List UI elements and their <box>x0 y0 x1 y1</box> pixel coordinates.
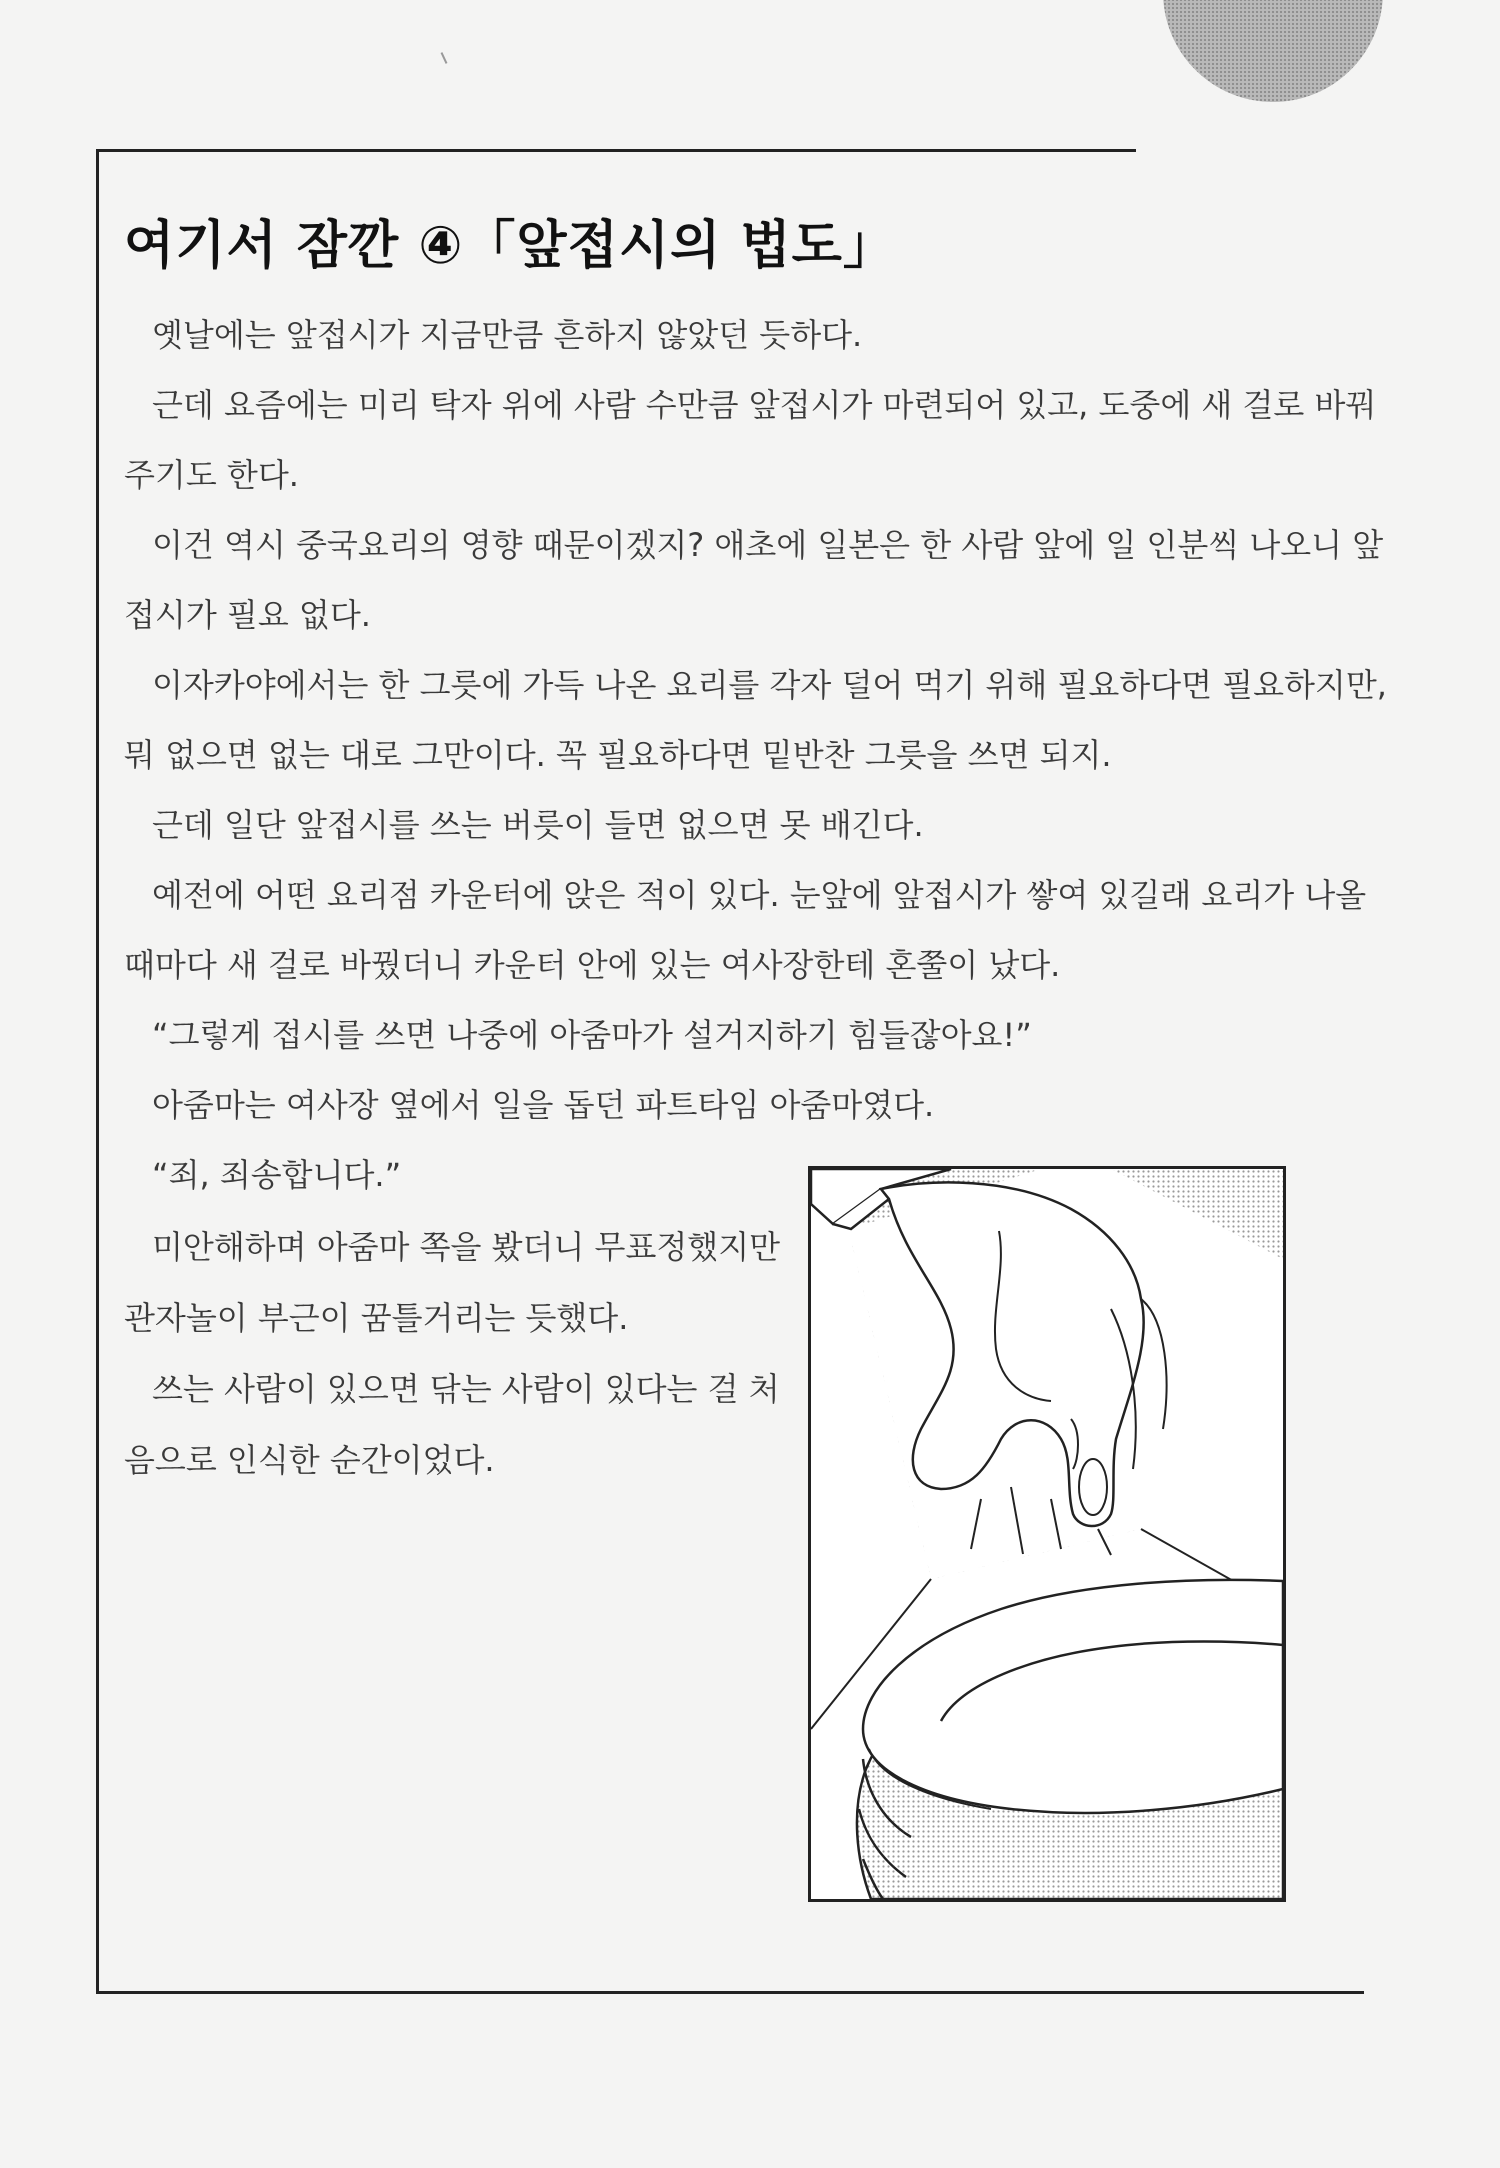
paragraph-line: 이자카야에서는 한 그릇에 가득 나온 요리를 각자 덜어 먹기 위해 필요하다면 필요하지만, <box>152 666 1387 704</box>
paragraph-line: 미안해하며 아줌마 쪽을 봤더니 무표정했지만 <box>152 1228 781 1266</box>
paragraph-line: 때마다 새 걸로 바꿨더니 카운터 안에 있는 여사장한테 혼쭐이 났다. <box>124 946 1061 984</box>
paragraph-line: 이건 역시 중국요리의 영향 때문이겠지? 애초에 일본은 한 사람 앞에 일 인분씩 나오니 앞 <box>152 526 1384 564</box>
paragraph-line: 관자놀이 부근이 꿈틀거리는 듯했다. <box>124 1299 629 1337</box>
paragraph-line: 근데 일단 앞접시를 쓰는 버릇이 들면 없으면 못 배긴다. <box>152 806 924 844</box>
paragraph-line: “죄, 죄송합니다.” <box>152 1156 402 1194</box>
frame-bottom-rule <box>96 1991 1364 1994</box>
paragraph-line: 접시가 필요 없다. <box>124 596 371 634</box>
illustration-hand-stacking-plates <box>808 1166 1286 1902</box>
paragraph-line: “그렇게 접시를 쓰면 나중에 아줌마가 설거지하기 힘들잖아요!” <box>152 1016 1032 1054</box>
paragraph-line: 아줌마는 여사장 옆에서 일을 돕던 파트타임 아줌마였다. <box>152 1086 935 1124</box>
paragraph-line: 예전에 어떤 요리점 카운터에 앉은 적이 있다. 눈앞에 앞접시가 쌓여 있길래 요리가 나올 <box>152 876 1367 914</box>
paragraph-line: 주기도 한다. <box>124 456 299 494</box>
paragraph-line: 옛날에는 앞접시가 지금만큼 흔하지 않았던 듯하다. <box>152 316 863 354</box>
frame-top-rule <box>96 149 1136 152</box>
scan-speck <box>441 52 448 64</box>
page-title: 여기서 잠깐 ④「앞접시의 법도」 <box>124 216 896 276</box>
paragraph-line: 뭐 없으면 없는 대로 그만이다. 꼭 필요하다면 밑반찬 그릇을 쓰면 되지. <box>124 736 1112 774</box>
frame-left-rule <box>96 149 99 1993</box>
paragraph-line: 음으로 인식한 순간이었다. <box>124 1441 495 1479</box>
corner-decoration <box>1163 0 1383 102</box>
paragraph-line: 근데 요즘에는 미리 탁자 위에 사람 수만큼 앞접시가 마련되어 있고, 도중에 새 걸로 바꿔 <box>152 386 1377 424</box>
paragraph-line: 쓰는 사람이 있으면 닦는 사람이 있다는 걸 처 <box>152 1370 780 1408</box>
